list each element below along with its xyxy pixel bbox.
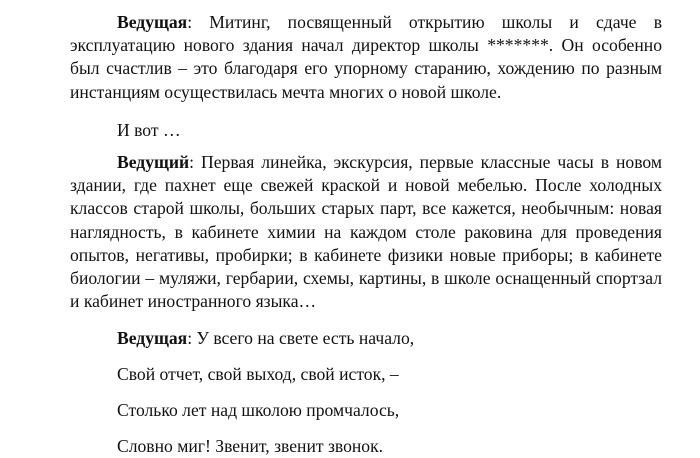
paragraph-text: : Митинг, посвященный открытию школы и сдаче в эксплуатацию нового здания начал директор школы *******. Он особенно был счастлив – это благодаря его упорному старанию, хождению по разным инстанциям осуществилась мечта многих о новой школе. [70, 12, 662, 102]
verse-text: : У всего на свете есть начало, [187, 328, 415, 348]
paragraph-and-so [70, 119, 662, 142]
verse-line-3: Столько лет над школою промчалось, [117, 400, 400, 420]
paragraph-text: И вот … [117, 120, 181, 140]
verse-line-1 [117, 327, 414, 350]
verse-line-2: Свой отчет, свой выход, свой исток, – [117, 364, 399, 384]
paragraph-meeting [70, 11, 662, 104]
paragraph-first-lineup [70, 151, 662, 313]
speaker-label: Ведущая [117, 12, 188, 32]
verse-line-4: Словно миг! Звенит, звенит звонок. [117, 436, 384, 456]
speaker-label: Ведущая [117, 328, 188, 348]
speaker-label: Ведущий [117, 152, 190, 172]
paragraph-text: : Первая линейка, экскурсия, первые классные часы в новом здании, где пахнет еще свежей краской и новой мебелью. После холодных классов старой школы, больших старых парт, все кажется, необычным: новая наглядность, в кабинете химии на каждом столе раковина для проведения опытов, негативы, пробирки; в кабинете физики новые приборы; в кабинете биологии – муляжи, гербарии, схемы, картины, в школе оснащенный спортзал и кабинет иностранного языка… [70, 152, 662, 312]
